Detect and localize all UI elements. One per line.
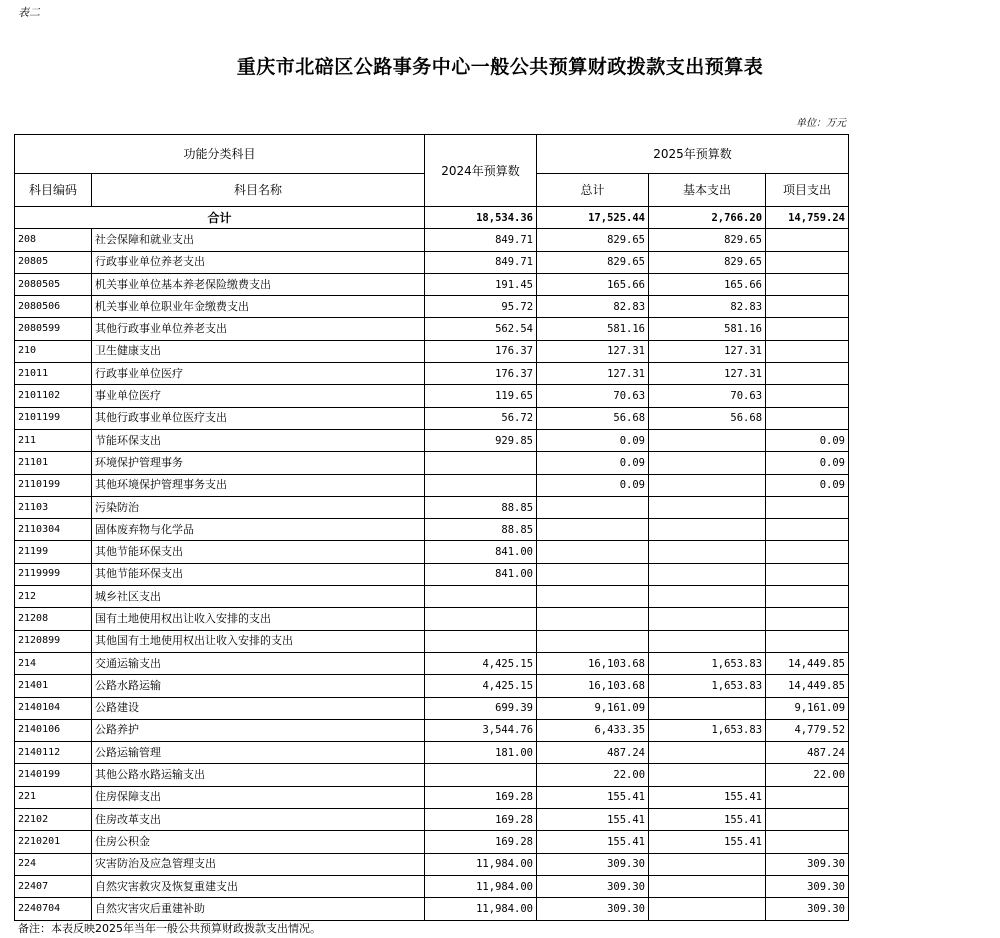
cell-code: 2110199 [15, 474, 92, 496]
cell-budget-2024: 849.71 [425, 229, 537, 251]
cell-budget-2025-project [766, 608, 849, 630]
cell-budget-2025-total: 155.41 [537, 809, 649, 831]
cell-budget-2025-basic [649, 630, 766, 652]
cell-budget-2024 [425, 452, 537, 474]
cell-name: 其他公路水路运输支出 [92, 764, 425, 786]
cell-budget-2025-basic [649, 452, 766, 474]
table-body [15, 207, 849, 921]
cell-budget-2024: 11,984.00 [425, 898, 537, 920]
cell-code: 21011 [15, 363, 92, 385]
header-code: 科目编码 [15, 174, 92, 207]
cell-name: 行政事业单位养老支出 [92, 251, 425, 273]
cell-budget-2025-project [766, 363, 849, 385]
cell-name: 机关事业单位职业年金缴费支出 [92, 296, 425, 318]
total-budget-2025-project: 14,759.24 [766, 207, 849, 229]
cell-budget-2025-project: 0.09 [766, 452, 849, 474]
cell-code: 211 [15, 429, 92, 451]
cell-name: 其他行政事业单位医疗支出 [92, 407, 425, 429]
cell-budget-2024: 88.85 [425, 519, 537, 541]
cell-budget-2025-project: 0.09 [766, 429, 849, 451]
cell-budget-2025-project [766, 251, 849, 273]
cell-budget-2025-project [766, 519, 849, 541]
cell-budget-2025-basic: 1,653.83 [649, 652, 766, 674]
table-row [15, 385, 849, 407]
cell-code: 2240704 [15, 898, 92, 920]
cell-budget-2025-project [766, 273, 849, 295]
table-row [15, 318, 849, 340]
cell-budget-2024: 562.54 [425, 318, 537, 340]
cell-budget-2025-total: 0.09 [537, 474, 649, 496]
header-budget-2025: 2025年预算数 [537, 135, 849, 174]
cell-name: 城乡社区支出 [92, 586, 425, 608]
table-row [15, 764, 849, 786]
table-row [15, 853, 849, 875]
table-row [15, 742, 849, 764]
cell-budget-2025-project [766, 385, 849, 407]
cell-budget-2025-total: 127.31 [537, 363, 649, 385]
cell-budget-2025-basic: 70.63 [649, 385, 766, 407]
cell-budget-2025-basic [649, 563, 766, 585]
cell-budget-2025-project [766, 296, 849, 318]
total-row [15, 207, 849, 229]
cell-budget-2024 [425, 764, 537, 786]
cell-code: 210 [15, 340, 92, 362]
cell-budget-2025-total: 309.30 [537, 875, 649, 897]
cell-budget-2025-basic [649, 875, 766, 897]
cell-budget-2025-basic: 155.41 [649, 786, 766, 808]
table-row [15, 251, 849, 273]
total-budget-2025-total: 17,525.44 [537, 207, 649, 229]
cell-code: 22102 [15, 809, 92, 831]
cell-budget-2025-project: 309.30 [766, 853, 849, 875]
cell-budget-2024: 56.72 [425, 407, 537, 429]
total-budget-2025-basic: 2,766.20 [649, 207, 766, 229]
table-row [15, 407, 849, 429]
cell-budget-2024: 176.37 [425, 363, 537, 385]
cell-budget-2025-project: 4,779.52 [766, 719, 849, 741]
table-row [15, 809, 849, 831]
footnote: 备注：本表反映2025年当年一般公共预算财政拨款支出情况。 [18, 922, 321, 935]
cell-name: 行政事业单位医疗 [92, 363, 425, 385]
cell-code: 22407 [15, 875, 92, 897]
cell-code: 221 [15, 786, 92, 808]
cell-name: 卫生健康支出 [92, 340, 425, 362]
cell-budget-2024: 4,425.15 [425, 652, 537, 674]
table-row [15, 474, 849, 496]
cell-budget-2025-basic [649, 608, 766, 630]
cell-budget-2025-total: 16,103.68 [537, 652, 649, 674]
table-row [15, 496, 849, 518]
budget-table [14, 134, 849, 921]
cell-budget-2025-project [766, 586, 849, 608]
document-title: 重庆市北碚区公路事务中心一般公共预算财政拨款支出预算表 [236, 56, 764, 78]
cell-budget-2025-basic [649, 496, 766, 518]
cell-budget-2025-basic: 165.66 [649, 273, 766, 295]
cell-code: 2140199 [15, 764, 92, 786]
cell-code: 2110304 [15, 519, 92, 541]
cell-budget-2025-total: 829.65 [537, 251, 649, 273]
cell-code: 212 [15, 586, 92, 608]
cell-budget-2024: 181.00 [425, 742, 537, 764]
cell-budget-2025-total [537, 608, 649, 630]
cell-code: 21199 [15, 541, 92, 563]
cell-budget-2025-total: 487.24 [537, 742, 649, 764]
table-row [15, 719, 849, 741]
cell-budget-2025-total: 0.09 [537, 452, 649, 474]
cell-name: 自然灾害灾后重建补助 [92, 898, 425, 920]
cell-budget-2025-total: 82.83 [537, 296, 649, 318]
cell-code: 214 [15, 652, 92, 674]
cell-budget-2025-project [766, 541, 849, 563]
cell-name: 其他环境保护管理事务支出 [92, 474, 425, 496]
table-row [15, 340, 849, 362]
cell-code: 2119999 [15, 563, 92, 585]
cell-code: 2140106 [15, 719, 92, 741]
cell-budget-2024: 191.45 [425, 273, 537, 295]
cell-name: 其他节能环保支出 [92, 541, 425, 563]
table-row [15, 229, 849, 251]
cell-budget-2025-total: 155.41 [537, 831, 649, 853]
cell-budget-2024: 11,984.00 [425, 875, 537, 897]
cell-name: 自然灾害救灾及恢复重建支出 [92, 875, 425, 897]
unit-label: 单位：万元 [796, 118, 846, 129]
cell-code: 2120899 [15, 630, 92, 652]
cell-budget-2025-total: 6,433.35 [537, 719, 649, 741]
cell-name: 污染防治 [92, 496, 425, 518]
total-budget-2024: 18,534.36 [425, 207, 537, 229]
cell-budget-2024: 95.72 [425, 296, 537, 318]
table-row [15, 786, 849, 808]
cell-budget-2025-basic [649, 474, 766, 496]
cell-budget-2025-basic [649, 519, 766, 541]
cell-budget-2025-total: 155.41 [537, 786, 649, 808]
cell-code: 2080505 [15, 273, 92, 295]
cell-budget-2025-total [537, 519, 649, 541]
cell-budget-2025-basic: 155.41 [649, 831, 766, 853]
cell-budget-2025-total [537, 563, 649, 585]
table-row [15, 296, 849, 318]
cell-name: 其他行政事业单位养老支出 [92, 318, 425, 340]
cell-name: 公路运输管理 [92, 742, 425, 764]
cell-budget-2025-basic [649, 586, 766, 608]
cell-budget-2025-basic [649, 898, 766, 920]
cell-budget-2025-project: 309.30 [766, 875, 849, 897]
cell-budget-2024: 841.00 [425, 563, 537, 585]
cell-budget-2025-basic: 829.65 [649, 251, 766, 273]
cell-budget-2024 [425, 630, 537, 652]
table-row [15, 652, 849, 674]
table-row [15, 875, 849, 897]
cell-budget-2025-project: 309.30 [766, 898, 849, 920]
cell-budget-2025-total: 56.68 [537, 407, 649, 429]
cell-budget-2025-total: 70.63 [537, 385, 649, 407]
cell-code: 21401 [15, 675, 92, 697]
cell-name: 国有土地使用权出让收入安排的支出 [92, 608, 425, 630]
cell-budget-2025-total: 16,103.68 [537, 675, 649, 697]
table-row [15, 898, 849, 920]
cell-budget-2025-project [766, 630, 849, 652]
header-total: 总计 [537, 174, 649, 207]
cell-budget-2025-project [766, 809, 849, 831]
cell-budget-2025-basic [649, 429, 766, 451]
cell-code: 2080599 [15, 318, 92, 340]
cell-budget-2025-total [537, 496, 649, 518]
table-row [15, 452, 849, 474]
cell-budget-2025-basic: 1,653.83 [649, 719, 766, 741]
cell-budget-2025-basic [649, 742, 766, 764]
cell-budget-2025-total [537, 541, 649, 563]
cell-budget-2025-total: 829.65 [537, 229, 649, 251]
document-label: 表二 [18, 6, 40, 19]
cell-name: 公路建设 [92, 697, 425, 719]
cell-budget-2024: 929.85 [425, 429, 537, 451]
cell-budget-2025-total [537, 586, 649, 608]
cell-name: 交通运输支出 [92, 652, 425, 674]
cell-name: 灾害防治及应急管理支出 [92, 853, 425, 875]
table-row [15, 697, 849, 719]
cell-code: 20805 [15, 251, 92, 273]
cell-budget-2025-project: 0.09 [766, 474, 849, 496]
cell-budget-2024: 11,984.00 [425, 853, 537, 875]
cell-budget-2025-total [537, 630, 649, 652]
cell-budget-2024: 169.28 [425, 786, 537, 808]
cell-code: 2101102 [15, 385, 92, 407]
cell-budget-2025-basic: 56.68 [649, 407, 766, 429]
cell-budget-2025-project [766, 563, 849, 585]
cell-budget-2025-basic: 581.16 [649, 318, 766, 340]
cell-budget-2025-basic [649, 697, 766, 719]
cell-budget-2025-project [766, 496, 849, 518]
cell-code: 2140112 [15, 742, 92, 764]
cell-budget-2025-basic: 82.83 [649, 296, 766, 318]
cell-budget-2025-total: 581.16 [537, 318, 649, 340]
cell-name: 公路养护 [92, 719, 425, 741]
cell-name: 住房公积金 [92, 831, 425, 853]
cell-name: 其他节能环保支出 [92, 563, 425, 585]
cell-budget-2025-total: 0.09 [537, 429, 649, 451]
cell-budget-2025-basic: 127.31 [649, 340, 766, 362]
cell-budget-2025-project: 487.24 [766, 742, 849, 764]
header-project: 项目支出 [766, 174, 849, 207]
cell-code: 208 [15, 229, 92, 251]
cell-name: 机关事业单位基本养老保险缴费支出 [92, 273, 425, 295]
cell-budget-2024: 169.28 [425, 809, 537, 831]
cell-name: 住房保障支出 [92, 786, 425, 808]
cell-budget-2024 [425, 474, 537, 496]
cell-code: 21103 [15, 496, 92, 518]
cell-budget-2025-project: 14,449.85 [766, 675, 849, 697]
cell-budget-2025-basic [649, 541, 766, 563]
cell-budget-2024: 841.00 [425, 541, 537, 563]
cell-code: 224 [15, 853, 92, 875]
table-row [15, 519, 849, 541]
table-row [15, 363, 849, 385]
cell-name: 环境保护管理事务 [92, 452, 425, 474]
cell-budget-2025-project [766, 407, 849, 429]
header-budget-2024: 2024年预算数 [425, 135, 537, 207]
table-row [15, 273, 849, 295]
cell-budget-2025-project: 22.00 [766, 764, 849, 786]
cell-name: 固体废弃物与化学品 [92, 519, 425, 541]
cell-name: 其他国有土地使用权出让收入安排的支出 [92, 630, 425, 652]
table-row [15, 831, 849, 853]
cell-budget-2024: 119.65 [425, 385, 537, 407]
cell-budget-2025-total: 22.00 [537, 764, 649, 786]
header-func-category: 功能分类科目 [15, 135, 425, 174]
table-row [15, 608, 849, 630]
cell-budget-2024: 699.39 [425, 697, 537, 719]
cell-name: 事业单位医疗 [92, 385, 425, 407]
cell-budget-2024: 4,425.15 [425, 675, 537, 697]
cell-budget-2024: 849.71 [425, 251, 537, 273]
cell-budget-2025-basic: 829.65 [649, 229, 766, 251]
cell-budget-2025-basic: 127.31 [649, 363, 766, 385]
cell-budget-2025-project [766, 340, 849, 362]
header-name: 科目名称 [92, 174, 425, 207]
cell-name: 住房改革支出 [92, 809, 425, 831]
table-row [15, 675, 849, 697]
cell-budget-2025-project [766, 229, 849, 251]
cell-budget-2025-total: 309.30 [537, 898, 649, 920]
table-row [15, 586, 849, 608]
cell-budget-2025-total: 309.30 [537, 853, 649, 875]
header-basic: 基本支出 [649, 174, 766, 207]
cell-budget-2025-total: 165.66 [537, 273, 649, 295]
cell-budget-2025-total: 127.31 [537, 340, 649, 362]
table-row [15, 630, 849, 652]
cell-code: 21101 [15, 452, 92, 474]
cell-budget-2025-project: 9,161.09 [766, 697, 849, 719]
cell-name: 社会保障和就业支出 [92, 229, 425, 251]
cell-budget-2025-total: 9,161.09 [537, 697, 649, 719]
cell-budget-2024: 169.28 [425, 831, 537, 853]
total-label: 合计 [15, 207, 425, 229]
cell-name: 公路水路运输 [92, 675, 425, 697]
cell-budget-2025-basic: 1,653.83 [649, 675, 766, 697]
cell-code: 2101199 [15, 407, 92, 429]
cell-code: 21208 [15, 608, 92, 630]
cell-budget-2024: 88.85 [425, 496, 537, 518]
table-row [15, 563, 849, 585]
cell-budget-2025-project [766, 831, 849, 853]
cell-budget-2025-project [766, 318, 849, 340]
cell-budget-2025-basic: 155.41 [649, 809, 766, 831]
cell-budget-2025-project: 14,449.85 [766, 652, 849, 674]
cell-code: 2140104 [15, 697, 92, 719]
cell-code: 2210201 [15, 831, 92, 853]
cell-budget-2025-basic [649, 764, 766, 786]
table-row [15, 541, 849, 563]
cell-budget-2024: 3,544.76 [425, 719, 537, 741]
cell-budget-2024 [425, 608, 537, 630]
cell-budget-2025-project [766, 786, 849, 808]
cell-code: 2080506 [15, 296, 92, 318]
cell-budget-2024: 176.37 [425, 340, 537, 362]
cell-name: 节能环保支出 [92, 429, 425, 451]
cell-budget-2025-basic [649, 853, 766, 875]
cell-budget-2024 [425, 586, 537, 608]
table-row [15, 429, 849, 451]
table-header [15, 135, 849, 207]
